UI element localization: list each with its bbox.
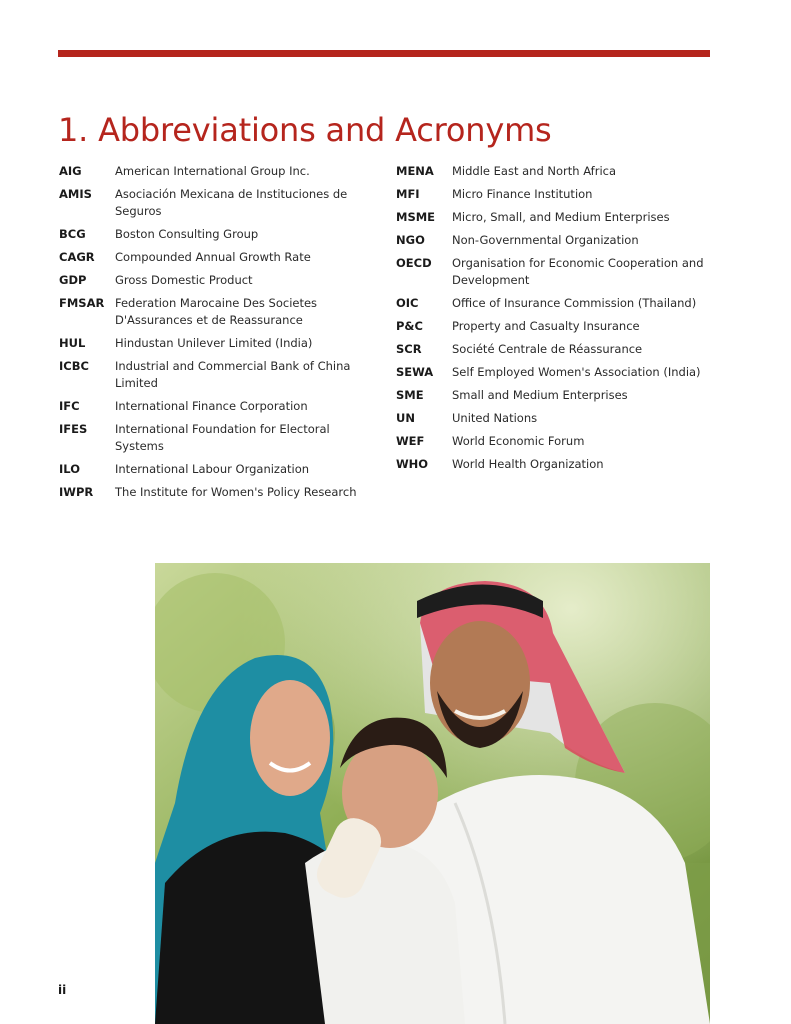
abbreviation-row [396,295,716,312]
abbreviation-definition: Property and Casualty Insurance [452,319,640,333]
family-photo [155,563,710,1024]
abbreviation-row [59,421,379,455]
abbreviation-definition: Compounded Annual Growth Rate [115,250,311,264]
abbreviation-definition: Non-Governmental Organization [452,233,639,247]
abbreviation-list-right [396,163,716,479]
abbreviation-term: BCG [59,227,86,241]
abbreviation-term: P&C [396,319,423,333]
abbreviation-row [396,186,716,203]
abbreviation-term: SEWA [396,365,434,379]
abbreviation-term: AMIS [59,187,92,201]
abbreviation-term: MFI [396,187,420,201]
abbreviation-term: AIG [59,164,82,178]
abbreviation-definition: Micro Finance Institution [452,187,593,201]
abbreviation-row [396,364,716,381]
abbreviation-term: OECD [396,256,432,270]
abbreviation-definition: Middle East and North Africa [452,164,617,178]
abbreviation-row [59,295,379,329]
abbreviation-definition: Hindustan Unilever Limited (India) [115,336,313,350]
abbreviation-term: IWPR [59,485,94,499]
abbreviation-definition: Organisation for Economic Cooperation and Development [452,256,704,287]
abbreviation-definition: Gross Domestic Product [115,273,253,287]
abbreviation-definition: Federation Marocaine Des Societes D'Assurances et de Reassurance [115,296,318,327]
abbreviation-row [59,226,379,243]
abbreviation-row [59,398,379,415]
abbreviation-row [396,232,716,249]
abbreviation-term: SCR [396,342,422,356]
abbreviation-row [59,163,379,180]
abbreviation-definition: Self Employed Women's Association (India) [452,365,701,379]
abbreviation-row [396,456,716,473]
abbreviation-definition: Boston Consulting Group [115,227,259,241]
top-rule [58,50,710,57]
abbreviation-definition: The Institute for Women's Policy Research [115,485,357,499]
abbreviation-term: WEF [396,434,425,448]
abbreviation-row [396,387,716,404]
abbreviation-term: MENA [396,164,434,178]
abbreviation-term: IFC [59,399,80,413]
abbreviation-definition: Office of Insurance Commission (Thailand) [452,296,697,310]
page-title: 1. Abbreviations and Acronyms [58,111,552,149]
abbreviation-definition: International Labour Organization [115,462,310,476]
abbreviation-term: HUL [59,336,86,350]
abbreviation-term: FMSAR [59,296,105,310]
abbreviation-term: WHO [396,457,429,471]
abbreviation-definition: Micro, Small, and Medium Enterprises [452,210,670,224]
abbreviation-term: ICBC [59,359,89,373]
abbreviation-term: MSME [396,210,436,224]
abbreviation-row [59,186,379,220]
abbreviation-definition: World Economic Forum [452,434,585,448]
abbreviation-definition: Industrial and Commercial Bank of China Limited [115,359,351,390]
abbreviation-row [59,249,379,266]
abbreviation-definition: Asociación Mexicana de Instituciones de Seguros [115,187,348,218]
abbreviation-row [59,461,379,478]
abbreviation-row [396,341,716,358]
abbreviation-definition: World Health Organization [452,457,604,471]
abbreviation-definition: United Nations [452,411,538,425]
abbreviation-definition: International Foundation for Electoral Systems [115,422,330,453]
abbreviation-row [396,318,716,335]
abbreviation-term: IFES [59,422,88,436]
abbreviation-row [396,255,716,289]
abbreviation-term: NGO [396,233,425,247]
abbreviation-term: UN [396,411,415,425]
abbreviation-list-left [59,163,379,507]
abbreviation-row [59,272,379,289]
abbreviation-row [396,410,716,427]
abbreviation-row [396,209,716,226]
family-photo-illustration [155,563,710,1024]
abbreviation-row [396,163,716,180]
abbreviation-term: SME [396,388,424,402]
abbreviation-term: ILO [59,462,80,476]
abbreviation-row [396,433,716,450]
page-number: ii [58,983,67,997]
abbreviation-definition: American International Group Inc. [115,164,310,178]
abbreviation-definition: Small and Medium Enterprises [452,388,628,402]
abbreviation-term: CAGR [59,250,95,264]
abbreviation-definition: International Finance Corporation [115,399,308,413]
abbreviation-term: GDP [59,273,87,287]
abbreviation-definition: Société Centrale de Réassurance [452,342,643,356]
abbreviation-row [59,484,379,501]
abbreviation-row [59,358,379,392]
abbreviation-term: OIC [396,296,419,310]
abbreviation-row [59,335,379,352]
